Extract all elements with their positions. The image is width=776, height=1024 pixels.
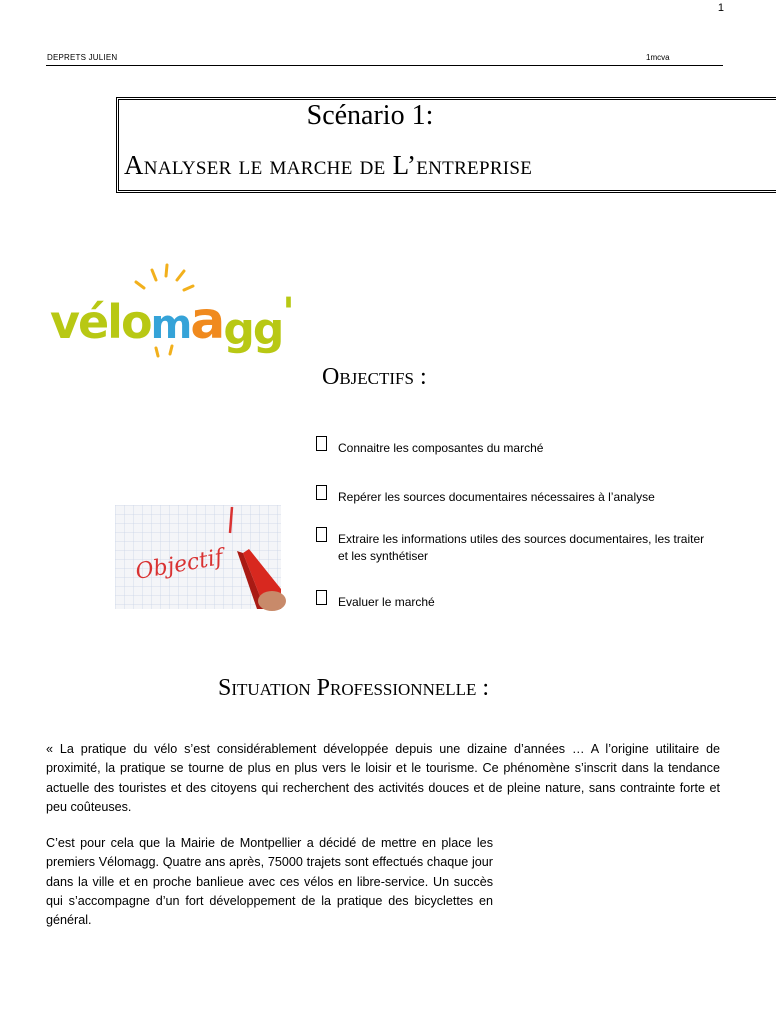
situation-heading: Situation Professionnelle : [218,675,490,701]
checkbox-icon [316,436,327,451]
objective-text: Evaluer le marché [338,595,435,609]
page-number: 1 [717,2,724,14]
objective-text: Extraire les informations utiles des sources documentaires, les traiter et les synthétiser [338,532,705,563]
page-title: Scénario 1: [306,100,434,131]
checkbox-icon [316,485,327,500]
page-subtitle: Analyser le marche de L’entreprise [124,150,533,180]
velomagg-logo [48,256,293,360]
checkbox-icon [316,590,327,605]
logo-wordmark: vélomagg' [50,290,293,355]
header-rule [46,65,723,66]
situation-paragraph-2: C’est pour cela que la Mairie de Montpellier a décidé de mettre en place les premiers Vélomagg. Quatre ans après, 75000 trajets sont effectués chaque jour dans la ville et en proche banlieue avec ces vélos en libre-service. Un succès qui s’accompagne d’un fort développement de la pratique des bicyclettes en général. [46,836,493,928]
situation-paragraph-1: « La pratique du vélo s’est considérablement développée depuis une dizaine d’années … A l’origine utilitaire de proximité, la pratique se tourne de plus en plus vers le loisir et le tourisme. Ce phénomène s’inscrit dans la tendance actuelle des touristes et des citoyens qui recherchent des activités douces et de pleine nature, sans contrainte forte et peu coûteuses. [46,742,720,814]
header-class: 1mcva [646,53,670,62]
objective-text: Connaitre les composantes du marché [338,441,544,455]
header-author: DEPRETS JULIEN [47,53,118,62]
objectif-photo [115,505,281,609]
checkbox-icon [316,527,327,542]
objectifs-heading: Objectifs : [322,364,427,390]
objective-text: Repérer les sources documentaires nécessaires à l’analyse [338,490,655,504]
photo-handwriting: Objectif [133,544,226,585]
